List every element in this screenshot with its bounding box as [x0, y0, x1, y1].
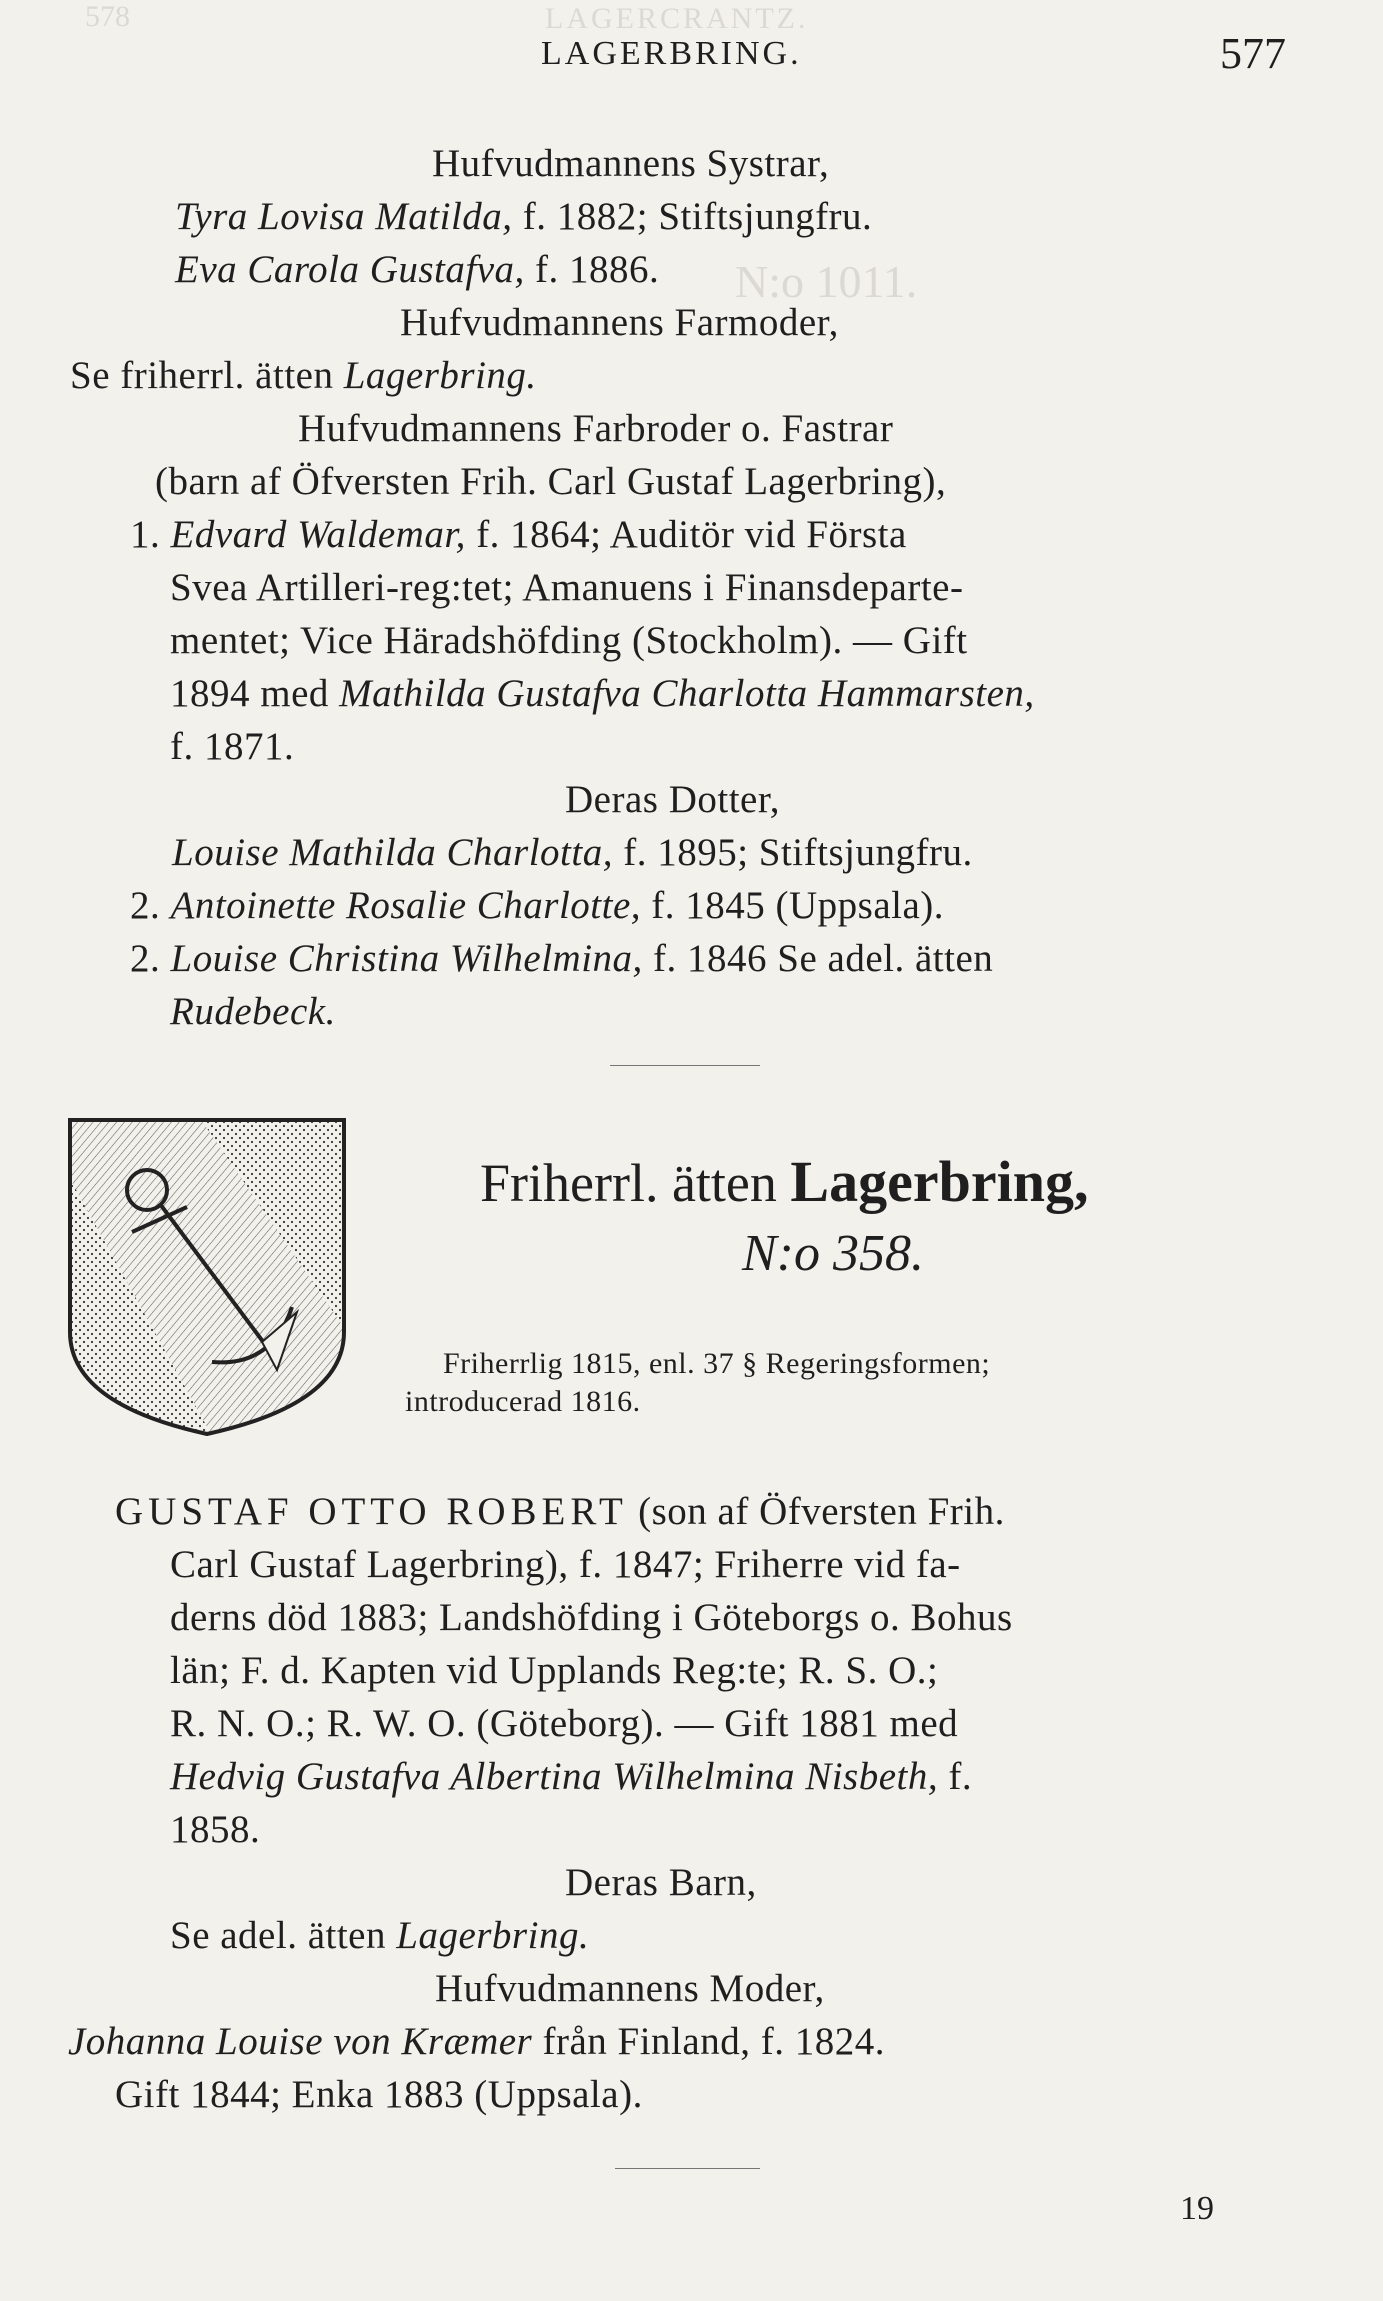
entry-gustaf-line4: län; F. d. Kapten vid Upplands Reg:te; R. S. O.;	[170, 1649, 939, 1692]
entry-gustaf-line5: R. N. O.; R. W. O. (Göteborg). — Gift 1881 med	[170, 1702, 959, 1745]
entry-name: Antoinette Rosalie Charlotte,	[170, 884, 642, 927]
entry-details: f. 1846 Se adel. ätten	[653, 937, 994, 980]
entry-louise-christina	[130, 935, 993, 983]
entry-tyra	[175, 193, 872, 241]
entry-details: f. 1882; Stiftsjungfru.	[522, 195, 873, 238]
running-header: LAGERBRING.	[541, 35, 802, 72]
entry-eva	[175, 246, 659, 294]
entry-details: f.	[948, 1755, 973, 1798]
entry-name: Edvard Waldemar,	[170, 513, 466, 556]
barn-reference	[170, 1912, 589, 1960]
status-line-2: introducerad 1816.	[405, 1385, 641, 1418]
farmoder-reference	[70, 352, 537, 400]
entry-name: Louise Christina Wilhelmina,	[170, 937, 643, 980]
entry-edvard-line2: Svea Artilleri-reg:tet; Amanuens i Finansdeparte-	[170, 566, 964, 609]
entry-name: Louise Mathilda Charlotta,	[172, 831, 613, 874]
heading-systrar: Hufvudmannens Systrar,	[432, 142, 830, 185]
entry-details: f. 1864; Auditör vid Första	[476, 513, 907, 556]
family-number: N:o 358.	[742, 1225, 924, 1282]
spouse-name: Hedvig Gustafva Albertina Wilhelmina Nisbeth,	[170, 1755, 939, 1798]
entry-details: f. 1845 (Uppsala).	[651, 884, 945, 927]
entry-details: från Finland, f. 1824.	[542, 2020, 885, 2063]
footer-divider	[615, 2168, 760, 2169]
entry-gustaf-line1	[115, 1488, 1005, 1536]
entry-louise-christina-cont: Rudebeck.	[170, 990, 336, 1033]
entry-edvard-line3: mentet; Vice Häradshöfding (Stockholm). — Gift	[170, 619, 968, 662]
entry-details: f. 1886.	[535, 248, 660, 291]
reference-prefix: Se friherrl. ätten	[70, 354, 334, 397]
reference-name: Lagerbring.	[343, 354, 537, 397]
bleed-through-page-number: 578	[85, 0, 130, 33]
entry-antoinette	[130, 882, 944, 930]
entry-number: 1.	[130, 513, 161, 556]
entry-name: GUSTAF OTTO ROBERT	[115, 1490, 628, 1533]
entry-edvard-line1	[130, 511, 907, 559]
entry-gustaf-line2: Carl Gustaf Lagerbring), f. 1847; Friherre vid fa-	[170, 1543, 961, 1586]
title-family-name: Lagerbring,	[790, 1149, 1089, 1214]
entry-johanna-line1	[68, 2018, 885, 2066]
entry-name: Tyra Lovisa Matilda,	[175, 195, 513, 238]
entry-name: Johanna Louise von Kræmer	[68, 2020, 533, 2063]
entry-gustaf-line6	[170, 1753, 972, 1801]
farbroder-subheading: (barn af Öfversten Frih. Carl Gustaf Lagerbring),	[155, 460, 947, 503]
reference-prefix: Se adel. ätten	[170, 1914, 386, 1957]
entry-johanna-line2: Gift 1844; Enka 1883 (Uppsala).	[115, 2073, 643, 2116]
entry-name: Eva Carola Gustafva,	[175, 248, 525, 291]
spouse-name: Mathilda Gustafva Charlotta Hammarsten,	[339, 672, 1035, 715]
coat-of-arms-icon	[62, 1112, 352, 1442]
heading-moder: Hufvudmannens Moder,	[435, 1967, 825, 2010]
heading-barn: Deras Barn,	[565, 1861, 757, 1904]
bleed-through-header: LAGERCRANTZ.	[545, 2, 809, 35]
entry-edvard-line4	[170, 670, 1035, 718]
status-line-1: Friherrlig 1815, enl. 37 § Regeringsformen;	[443, 1347, 991, 1380]
entry-details: (son af Öfversten Frih.	[638, 1490, 1005, 1533]
reference-name: Lagerbring.	[396, 1914, 590, 1957]
entry-louise-mathilda	[172, 829, 973, 877]
bleed-through-number: N:o 1011.	[735, 256, 918, 307]
entry-number: 2.	[130, 884, 161, 927]
title-prefix: Friherrl. ätten	[480, 1153, 777, 1213]
page-number: 577	[1220, 29, 1286, 78]
entry-number: 2.	[130, 937, 161, 980]
heading-farmoder: Hufvudmannens Farmoder,	[400, 301, 839, 344]
entry-details: f. 1895; Stiftsjungfru.	[623, 831, 973, 874]
entry-details: 1894 med	[170, 672, 329, 715]
entry-gustaf-line3: derns död 1883; Landshöfding i Göteborgs o. Bohus	[170, 1596, 1013, 1639]
section-divider	[610, 1065, 760, 1066]
family-title	[480, 1148, 1088, 1215]
signature-mark: 19	[1180, 2190, 1214, 2227]
entry-edvard-line5: f. 1871.	[170, 725, 295, 768]
heading-farbroder: Hufvudmannens Farbroder o. Fastrar	[298, 407, 894, 450]
entry-gustaf-line7: 1858.	[170, 1808, 261, 1851]
heading-dotter: Deras Dotter,	[565, 778, 781, 821]
